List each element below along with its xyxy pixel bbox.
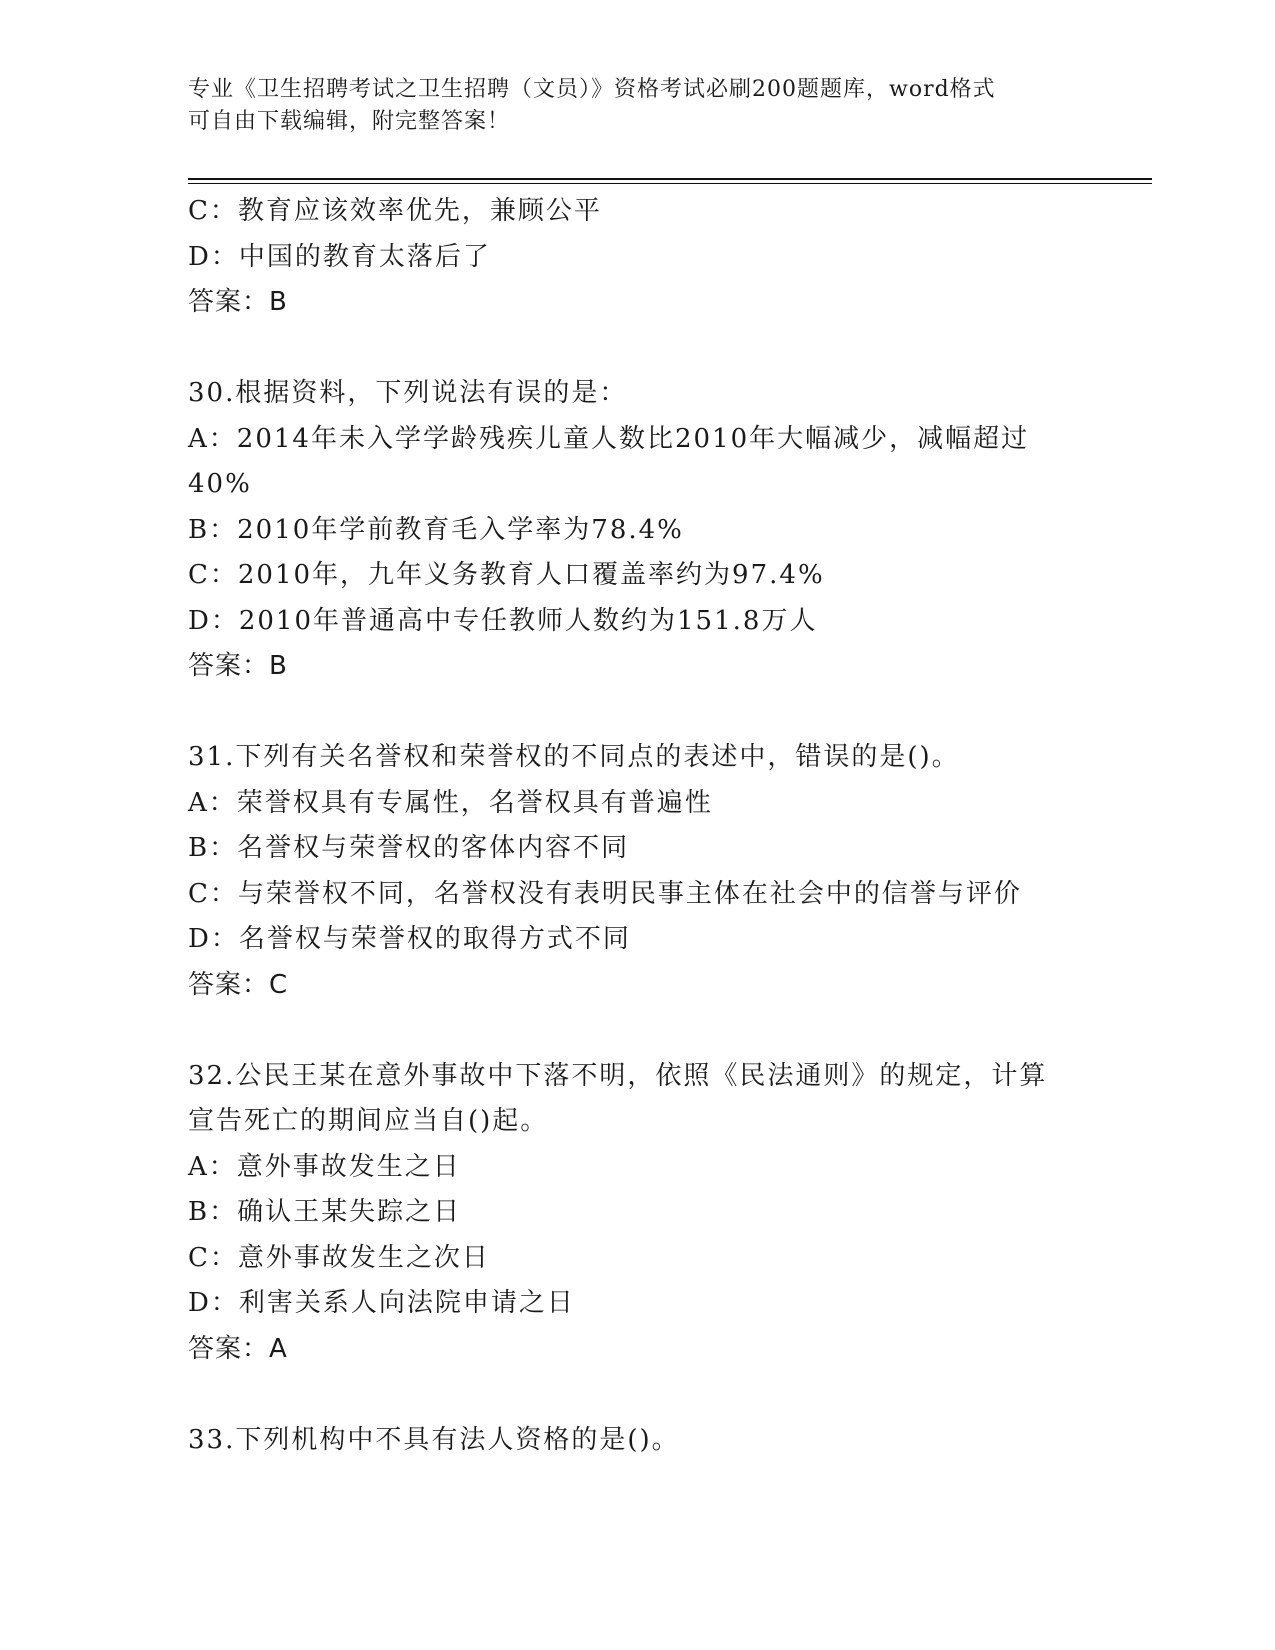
q32-option-a: A：意外事故发生之日 — [188, 1151, 461, 1182]
header-title-line-2: 可自由下载编辑，附完整答案！ — [188, 109, 511, 134]
q30-option-a-line-2: 40% — [188, 469, 252, 499]
prev-option-d: D：中国的教育太落后了 — [188, 241, 491, 272]
spacer — [188, 1008, 1088, 1054]
q30-option-d: D：2010年普通高中专任教师人数约为151.8万人 — [188, 605, 818, 636]
q31-option-c: C：与荣誉权不同，名誉权没有表明民事主体在社会中的信誉与评价 — [188, 878, 1022, 909]
q30-answer: 答案：B — [188, 651, 288, 681]
spacer — [188, 326, 1088, 372]
q31-answer: 答案：C — [188, 969, 289, 1000]
q31-option-b: B：名誉权与荣誉权的客体内容不同 — [188, 833, 630, 863]
q30-stem: 30.根据资料，下列说法有误的是： — [188, 378, 628, 408]
q33-stem: 33.下列机构中不具有法人资格的是()。 — [188, 1424, 680, 1455]
q31-stem: 31.下列有关名誉权和荣誉权的不同点的表述中，错误的是()。 — [188, 742, 960, 772]
spacer — [188, 690, 1088, 736]
q32-option-d: D：利害关系人向法院申请之日 — [188, 1288, 575, 1318]
q31-option-d: D：名誉权与荣誉权的取得方式不同 — [188, 924, 631, 954]
q31-option-a: A：荣誉权具有专属性，名誉权具有普遍性 — [188, 787, 713, 818]
header-divider — [188, 178, 1152, 184]
prev-answer: 答案：B — [188, 287, 288, 317]
q32-option-c: C：意外事故发生之次日 — [188, 1242, 490, 1273]
q30-option-b: B：2010年学前教育毛入学率为78.4% — [188, 514, 684, 545]
q30-option-a-line-1: A：2014年未入学学龄残疾儿童人数比2010年大幅减少，减幅超过 — [188, 423, 1030, 454]
question-list — [188, 189, 1088, 1463]
document-header — [188, 74, 1078, 138]
q32-answer: 答案：A — [188, 1333, 288, 1364]
prev-option-c: C：教育应该效率优先，兼顾公平 — [188, 196, 602, 226]
spacer — [188, 1372, 1088, 1418]
q30-option-c: C：2010年，九年义务教育人口覆盖率约为97.4% — [188, 560, 825, 590]
q32-stem-line-2: 宣告死亡的期间应当自()起。 — [188, 1106, 549, 1136]
q32-stem-line-1: 32.公民王某在意外事故中下落不明，依照《民法通则》的规定，计算 — [188, 1060, 1048, 1091]
q32-option-b: B：确认王某失踪之日 — [188, 1197, 462, 1227]
header-title-line-1: 专业《卫生招聘考试之卫生招聘（文员）》资格考试必刷200题题库，word格式 — [188, 77, 996, 102]
